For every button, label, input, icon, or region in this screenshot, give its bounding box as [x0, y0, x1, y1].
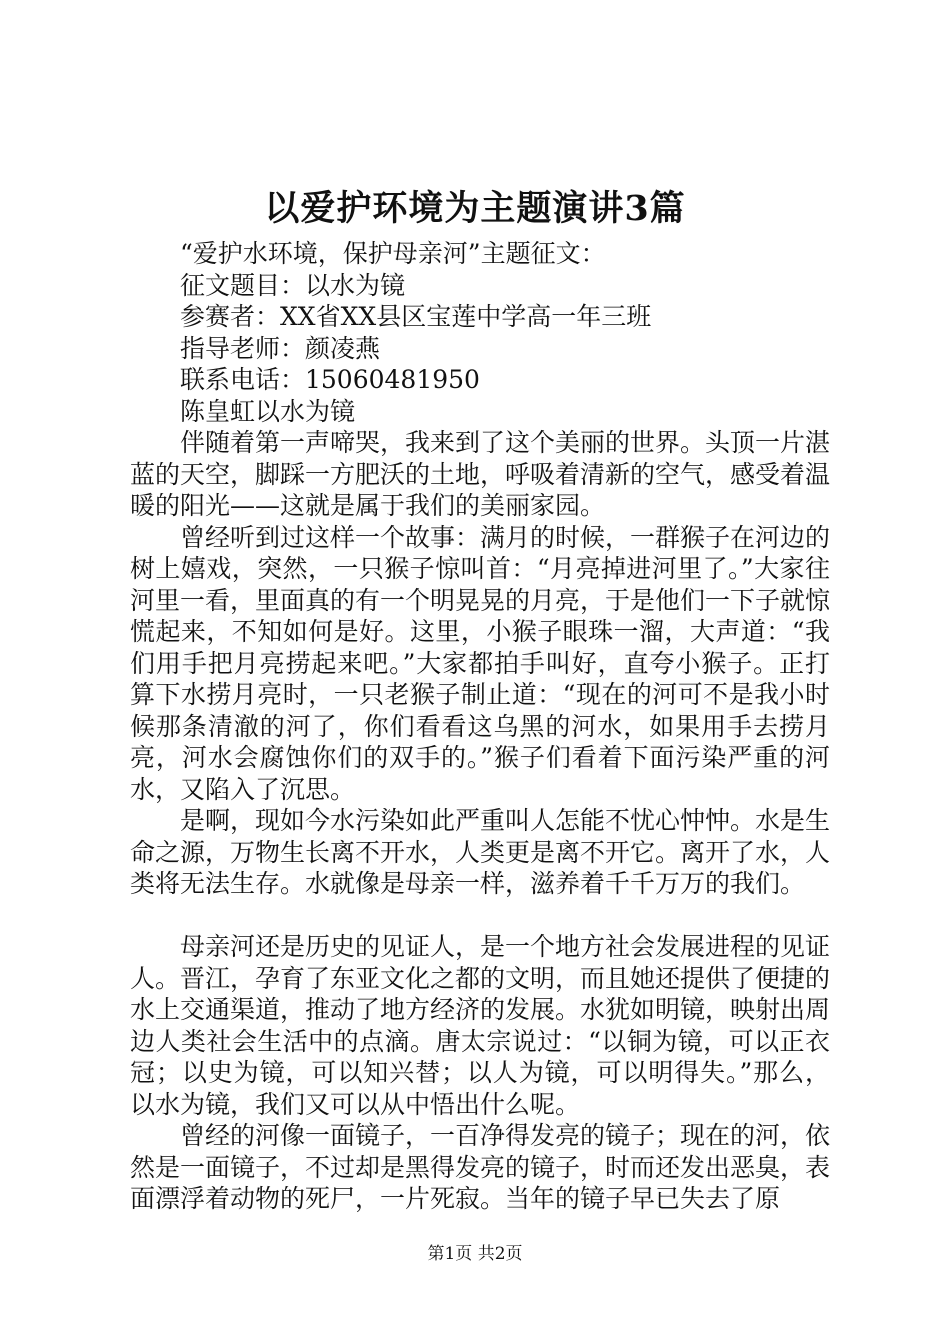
document-body: [130, 238, 830, 1215]
teacher-line: 指导老师：颜凌燕: [180, 333, 381, 363]
body-paragraph: 母亲河还是历史的见证人，是一个地方社会发展进程的见证人。晋江，孕育了东亚文化之都的文明，而且她还提供了便捷的水上交通渠道，推动了地方经济的发展。水犹如明镜，映射出周边人类社会生活中的点滴。唐太宗说过：“以铜为镜，可以正衣冠；以史为镜，可以知兴替；以人为镜，可以明得失。”那么，以水为镜，我们又可以从中悟出什么呢。: [130, 932, 831, 1119]
body-paragraph: 曾经听到过这样一个故事：满月的时候，一群猴子在河边的树上嬉戏，突然，一只猴子惊叫首：“月亮掉进河里了。”大家往河里一看，里面真的有一个明晃晃的月亮，于是他们一下子就惊慌起来，不知如何是好。这里，小猴子眼珠一溜，大声道：“我们用手把月亮捞起来吧。”大家都拍手叫好，直夸小猴子。正打算下水捞月亮时，一只老猴子制止道：“现在的河可不是我小时候那条清澈的河了，你们看看这乌黑的河水，如果用手去捞月亮，河水会腐蚀你们的双手的。”猴子们看着下面污染严重的河水，又陷入了沉思。: [130, 522, 831, 804]
essay-topic-line: 征文题目：以水为镜: [180, 270, 406, 300]
participant-line: 参赛者：XX省XX县区宝莲中学高一年三班: [180, 302, 652, 331]
essay-notice-line: “爱护水环境，保护母亲河”主题征文：: [180, 239, 606, 268]
author-title-line: 陈皇虹以水为镜: [180, 396, 356, 426]
body-paragraph: 伴随着第一声啼哭，我来到了这个美丽的世界。头顶一片湛蓝的天空，脚踩一方肥沃的土地，呼吸着清新的空气，感受着温暖的阳光——这就是属于我们的美丽家园。: [130, 428, 831, 520]
page-footer: 第1页 共2页: [427, 1244, 523, 1264]
paragraph-gap: [130, 900, 830, 932]
document-title: 以爱护环境为主题演讲3篇: [264, 188, 686, 229]
body-paragraph: 曾经的河像一面镜子，一百净得发亮的镜子；现在的河，依然是一面镜子，不过却是黑得发亮的镜子，时而还发出恶臭，表面漂浮着动物的死尸，一片死寂。当年的镜子早已失去了原: [130, 1121, 831, 1213]
body-paragraph: 是啊，现如今水污染如此严重叫人怎能不忧心忡忡。水是生命之源，万物生长离不开水，人类更是离不开它。离开了水，人类将无法生存。水就像是母亲一样，滋养着千千万万的我们。: [130, 806, 831, 898]
phone-line: 联系电话：15060481950: [180, 365, 480, 394]
